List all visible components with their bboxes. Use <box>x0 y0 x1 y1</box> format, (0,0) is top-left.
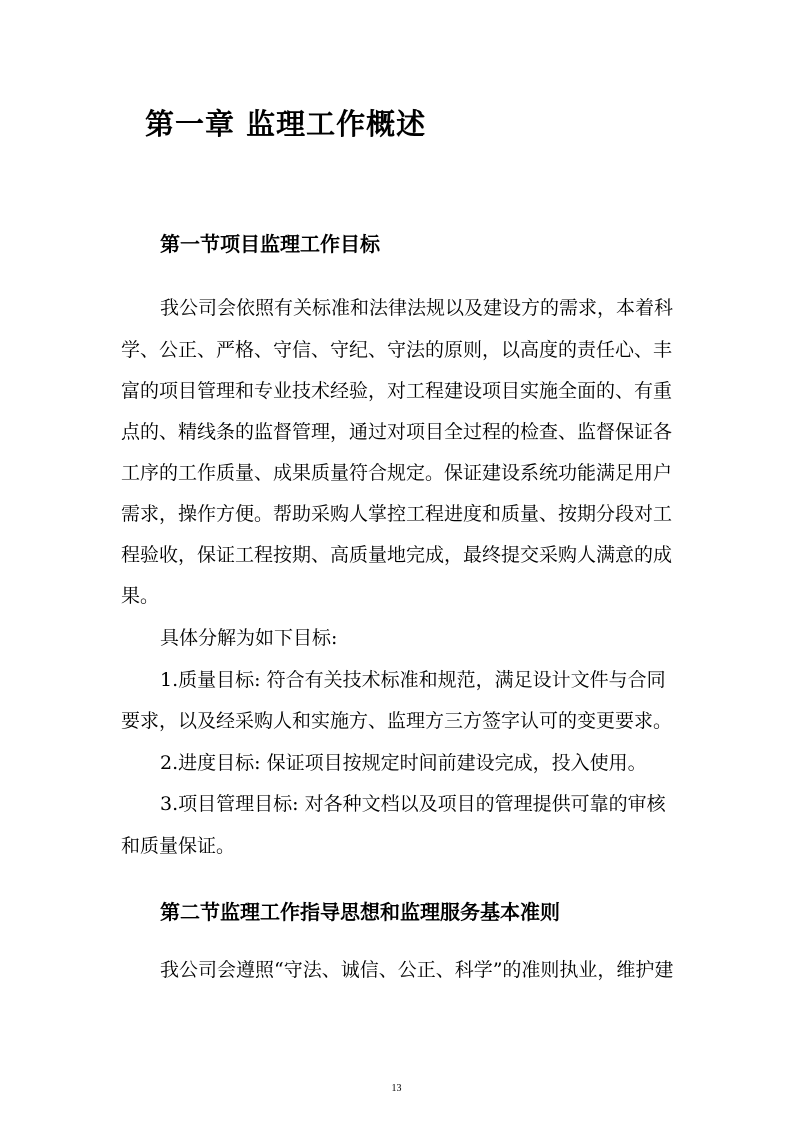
page-number: 13 <box>391 1083 402 1094</box>
section-heading: 第二节监理工作指导思想和监理服务基本准则 <box>160 900 560 924</box>
paragraph-line: 要求，以及经采购人和实施方、监理方三方签字认可的变更要求。 <box>121 710 673 732</box>
paragraph-line: 我公司会遵照“守法、诚信、公正、科学”的准则执业，维护建 <box>160 959 674 981</box>
paragraph-line: 果。 <box>121 585 160 607</box>
paragraph-line: 我公司会依照有关标准和法律法规以及建设方的需求，本着科 <box>160 297 674 319</box>
paragraph-line: 3.项目管理目标: 对各种文档以及项目的管理提供可靠的审核 <box>160 793 666 815</box>
goal-schedule: 2.进度目标: 保证项目按规定时间前建设完成，投入使用。 <box>160 752 647 774</box>
paragraph-line: 1.质量目标: 符合有关技术标准和规范，满足设计文件与合同 <box>160 669 666 691</box>
chapter-title: 第一章 监理工作概述 <box>145 107 427 141</box>
paragraph-line: 程验收，保证工程按期、高质量地完成，最终提交采购人满意的成 <box>121 544 673 566</box>
paragraph-line: 工序的工作质量、成果质量符合规定。保证建设系统功能满足用户 <box>121 462 673 484</box>
section-heading: 第一节项目监理工作目标 <box>160 232 380 256</box>
goals-intro: 具体分解为如下目标: <box>160 627 338 649</box>
paragraph-line: 需求，操作方便。帮助采购人掌控工程进度和质量、按期分段对工 <box>121 503 673 525</box>
paragraph-line: 富的项目管理和专业技术经验，对工程建设项目实施全面的、有重 <box>121 380 673 402</box>
paragraph-line: 学、公正、严格、守信、守纪、守法的原则，以高度的责任心、丰 <box>121 339 673 361</box>
paragraph-line: 和质量保证。 <box>121 835 236 857</box>
paragraph-line: 点的、精线条的监督管理，通过对项目全过程的检查、监督保证各 <box>121 421 673 443</box>
